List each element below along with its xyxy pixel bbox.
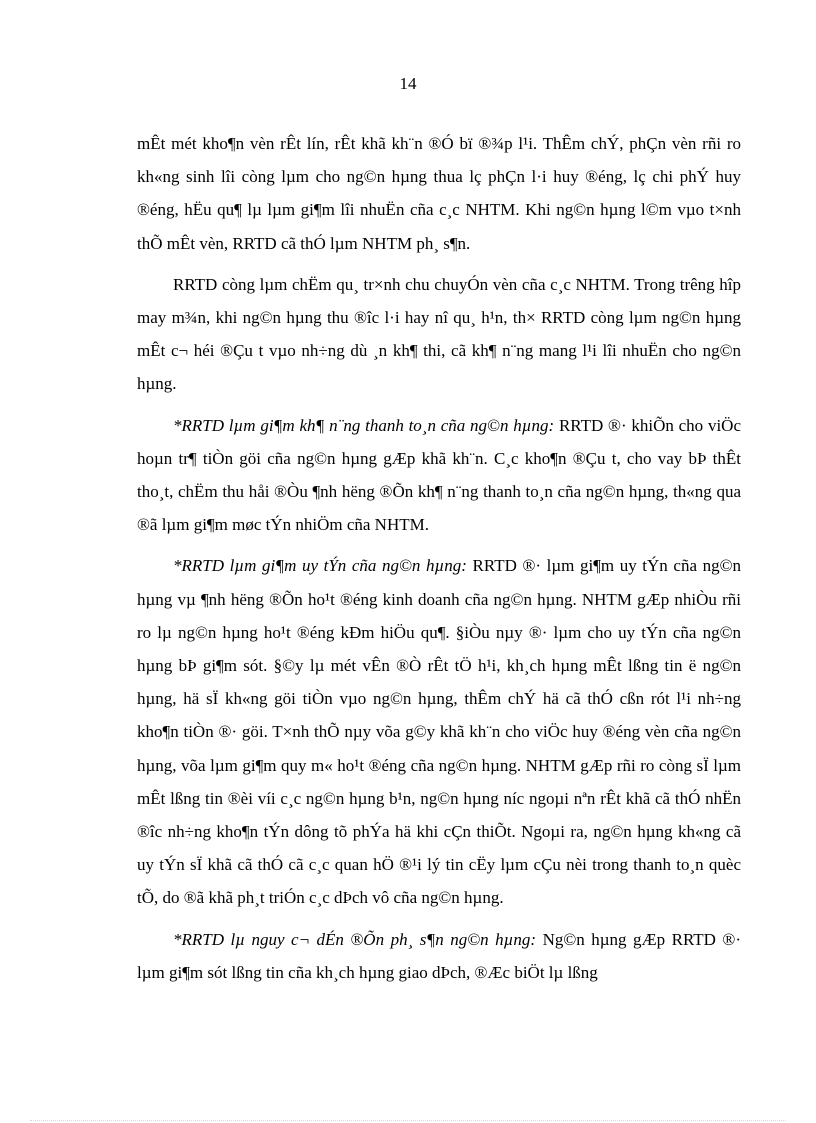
page-bottom-divider [30, 1120, 786, 1121]
paragraph-3-lead: *RRTD lµm gi¶m kh¶ n¨ng thanh to¸n cña ng©n hµng: [173, 415, 555, 435]
page-body [137, 127, 741, 997]
paragraph-4-lead: *RRTD lµm gi¶m uy tÝn cña ng©n hµng: [173, 556, 467, 576]
paragraph-1-text: mÊt mét kho¶n vèn rÊt lín, rÊt khã kh¨n ®Ó bï ®¾p l¹i. ThÊm chÝ, phÇn vèn rñi ro kh«ng sinh lîi còng lµm cho ng©n hµng thua lç phÇn l·i huy ®éng, lç chi phÝ huy ®éng, hËu qu¶ lµ lµm gi¶m lîi nhuËn cña c¸c NHTM. Khi ng©n hµng l©m vµo t×nh thÕ mÊt vèn, RRTD cã thÓ lµm NHTM ph¸ s¶n. [137, 134, 741, 253]
paragraph-5 [137, 923, 741, 989]
paragraph-2 [137, 268, 741, 401]
paragraph-4-text: RRTD ®· lµm gi¶m uy tÝn cña ng©n hµng vµ ¶nh hëng ®Õn ho¹t ®éng kinh doanh cña ng©n hµng. NHTM gÆp nhiÒu rñi ro lµ ng©n hµng ho¹t ®éng kÐm hiÖu qu¶. §iÒu nµy ®· lµm cho uy tÝn cña ng©n hµng bÞ gi¶m sót. §©y lµ mét vÊn ®Ò rÊt tÖ h¹i, kh¸ch hµng mÊt lßng tin ë ng©n hµng, hä sÏ kh«ng göi tiÒn vµo ng©n hµng, thÊm chÝ hä cã thÓ cßn rót l¹i nh÷ng kho¶n tiÒn ®· göi. T×nh thÕ nµy võa g©y khã kh¨n cho viÖc huy ®éng vèn cña ng©n hµng, võa lµm gi¶m quy m« ho¹t ®éng cña ng©n hµng. NHTM gÆp rñi ro còng sÏ lµm mÊt lßng tin ®èi víi c¸c ng©n hµng b¹n, ng©n hµng níc ngoµi nªn rÊt khã cã thÓ nhËn ®îc nh÷ng kho¶n tÝn dông tõ phÝa hä khi cÇn thiÕt. Ngoµi ra, ng©n hµng kh«ng cã uy tÝn sÏ khã cã thÓ cã c¸c quan hÖ ®¹i lý tin cËy lµm cÇu nèi trong thanh to¸n quèc tÕ, do ®ã khã ph¸t triÓn c¸c dÞch vô cña ng©n hµng. [137, 556, 741, 908]
paragraph-1 [137, 127, 741, 260]
paragraph-4 [137, 549, 741, 914]
paragraph-3 [137, 409, 741, 542]
page-number: 14 [399, 74, 417, 93]
paragraph-5-text: Ng©n hµng gÆp RRTD ®· lµm gi¶m sót lßng tin cña kh¸ch hµng giao dÞch, ®Æc biÖt lµ lßng [137, 929, 742, 982]
paragraph-5-lead: *RRTD lµ nguy c¬ dÉn ®Õn ph¸ s¶n ng©n hµng: [173, 929, 537, 949]
paragraph-3-text: RRTD ®· khiÕn cho viÖc hoµn tr¶ tiÒn göi cña ng©n hµng gÆp khã kh¨n. C¸c kho¶n ®Çu t, cho vay bÞ thÊt tho¸t, chËm thu håi ®Òu ¶nh hëng ®Õn kh¶ n¨ng thanh to¸n cña ng©n hµng, th«ng qua ®ã lµm gi¶m møc tÝn nhiÖm cña NHTM. [137, 415, 741, 535]
paragraph-2-text: RRTD còng lµm chËm qu¸ tr×nh chu chuyÓn vèn cña c¸c NHTM. Trong trêng hîp may m¾n, khi ng©n hµng thu ®îc l·i hay nî qu¸ h¹n, th× RRTD còng lµm ng©n hµng mÊt c¬ héi ®Çu t vµo nh÷ng dù ¸n kh¶ thi, cã kh¶ n¨ng mang l¹i lîi nhuËn cho ng©n hµng. [137, 274, 741, 394]
